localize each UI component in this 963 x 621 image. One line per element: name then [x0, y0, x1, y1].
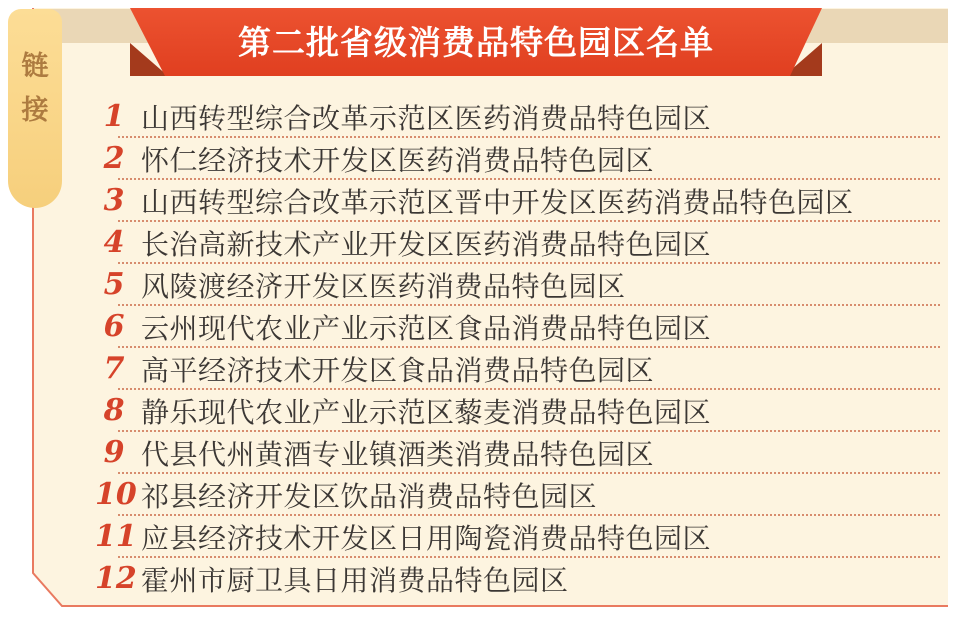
list-item [95, 558, 940, 600]
list-item [95, 96, 940, 138]
list-item [95, 432, 940, 474]
item-number: 5 [103, 267, 125, 302]
item-number: 4 [103, 225, 125, 260]
link-tab-label: 链接 [21, 51, 49, 125]
item-text: 应县经济技术开发区日用陶瓷消费品特色园区 [141, 523, 712, 554]
item-number: 1 [103, 99, 125, 134]
item-text: 代县代州黄酒专业镇酒类消费品特色园区 [141, 439, 655, 470]
item-text: 山西转型综合改革示范区医药消费品特色园区 [141, 103, 712, 134]
list-item [95, 390, 940, 432]
item-number: 9 [103, 435, 125, 470]
list-item [95, 264, 940, 306]
link-tab [8, 9, 62, 208]
item-number: 2 [103, 141, 125, 176]
list-item [95, 348, 940, 390]
item-text: 风陵渡经济开发区医药消费品特色园区 [141, 271, 626, 302]
list-item [95, 516, 940, 558]
item-number: 12 [95, 561, 137, 596]
item-text: 祁县经济开发区饮品消费品特色园区 [141, 481, 598, 512]
item-text: 高平经济技术开发区食品消费品特色园区 [141, 355, 655, 386]
item-number: 3 [103, 183, 125, 218]
item-text: 怀仁经济技术开发区医药消费品特色园区 [141, 145, 655, 176]
item-text: 山西转型综合改革示范区晋中开发区医药消费品特色园区 [141, 187, 854, 218]
list-item [95, 306, 940, 348]
park-list [95, 96, 940, 600]
item-number: 10 [95, 477, 137, 512]
item-text: 云州现代农业产业示范区食品消费品特色园区 [141, 313, 712, 344]
item-number: 8 [103, 393, 125, 428]
item-number: 7 [103, 351, 125, 386]
item-text: 静乐现代农业产业示范区藜麦消费品特色园区 [141, 397, 712, 428]
item-text: 长治高新技术产业开发区医药消费品特色园区 [141, 229, 712, 260]
list-item [95, 222, 940, 264]
page-title: 第二批省级消费品特色园区名单 [238, 23, 714, 61]
item-number: 11 [95, 519, 137, 554]
list-item [95, 180, 940, 222]
item-number: 6 [103, 309, 125, 344]
list-item [95, 474, 940, 516]
item-text: 霍州市厨卫具日用消费品特色园区 [141, 565, 569, 596]
list-item [95, 138, 940, 180]
